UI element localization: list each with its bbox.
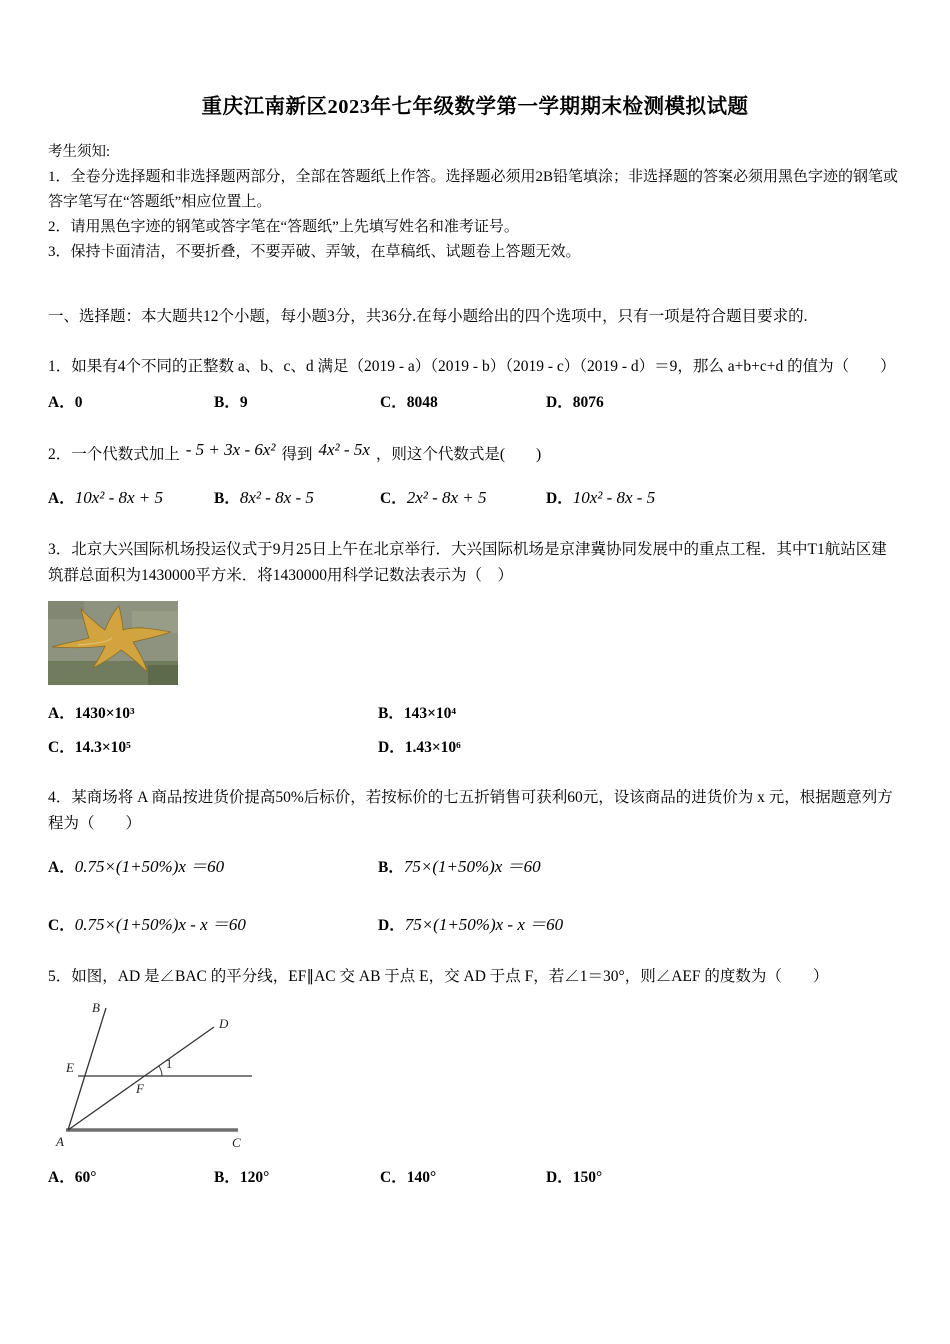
option-label: A． [48,704,75,722]
page-title: 重庆江南新区2023年七年级数学第一学期期末检测模拟试题 [201,96,749,118]
option-label: B． [378,858,404,876]
option-value: 10x² - 8x + 5 [74,488,164,508]
figure-label-angle-1: 1 [166,1057,173,1072]
question-3-options [48,701,902,761]
question-2-stem [48,440,902,469]
option-label: C． [380,393,407,411]
figure-label-D: D [219,1016,229,1032]
option-value: 120° [239,1169,270,1187]
notice-item-2: 2．请用黑色字迹的钢笔或答字笔在“答题纸”上先填写姓名和准考证号。 [48,219,519,236]
option-value: 143×10⁴ [403,704,457,722]
question-2-option-a [48,484,214,513]
option-label: A． [48,1169,75,1187]
option-label: D． [378,917,405,935]
question-4-option-c [48,911,378,940]
math-expression-added: - 5 + 3x - 6x² [185,439,276,459]
question-5 [48,964,902,1191]
question-1-stem: 1．如果有4个不同的正整数 a、b、c、d 满足（2019 - a）（2019 - b）（2019 - c）（2019 - d）＝9，那么 a+b+c+d 的值为（ ） [48,357,896,375]
option-value: 75×(1+50%)x ＝60 [403,856,541,876]
question-1-option-a [48,390,214,416]
question-4-option-a [48,853,378,882]
question-2-option-c [380,484,546,513]
question-5-stem: 5．如图，AD 是∠BAC 的平分线，EF∥AC 交 AB 于点 E，交 AD 于点 F，若∠1＝30°，则∠AEF 的度数为（ ） [48,968,829,986]
option-label: C． [48,917,75,935]
question-5-option-a [48,1165,214,1191]
question-5-option-b [214,1165,380,1191]
question-1-option-d [546,390,902,416]
option-label: D． [546,490,573,508]
option-label: B． [214,490,240,508]
option-value: 0.75×(1+50%)x - x ＝60 [74,915,246,935]
question-3-option-c [48,735,378,761]
option-label: A． [48,490,75,508]
figure-label-E: E [66,1060,74,1076]
stem-text: 2．一个代数式加上 [48,445,180,463]
question-4 [48,785,902,940]
option-value: 8076 [572,393,604,411]
option-value: 8048 [406,393,438,411]
option-label: A． [48,393,75,411]
question-1 [48,354,902,416]
option-value: 0.75×(1+50%)x ＝60 [74,856,225,876]
option-value: 1.43×10⁶ [404,738,461,756]
question-5-option-d [546,1165,902,1191]
candidate-notice [48,140,902,265]
option-label: A． [48,858,75,876]
option-label: D． [378,738,405,756]
stem-text: 得到 [281,445,313,463]
airport-photo [48,601,902,685]
option-label: B． [214,393,240,411]
question-3-option-a [48,701,378,727]
option-value: 150° [572,1169,603,1187]
geometry-figure [50,1000,902,1155]
option-value: 0 [74,393,83,411]
option-value: 8x² - 8x - 5 [239,488,314,508]
question-1-options [48,390,902,416]
notice-item-1: 1．全卷分选择题和非选择题两部分，全部在答题纸上作答。选择题必须用2B铅笔填涂；非选择题的答案必须用黑色字迹的钢笔或答字笔写在“答题纸”相应位置上。 [48,168,899,210]
question-4-stem: 4．某商场将 A 商品按进货价提高50%后标价，若按标价的七五折销售可获利60元，设该商品的进货价为 x 元，根据题意列方程为（ ） [48,788,893,832]
option-label: D． [546,1169,573,1187]
option-value: 75×(1+50%)x - x ＝60 [404,915,564,935]
question-3-option-d [378,735,902,761]
notice-heading: 考生须知: [48,144,111,161]
question-2-option-d [546,484,902,513]
stem-text: ，则这个代数式是( ) [375,445,542,463]
question-4-option-d [378,911,902,940]
figure-label-A: A [56,1134,64,1150]
question-3-option-b [378,701,902,727]
option-value: 2x² - 8x + 5 [406,488,487,508]
question-3 [48,537,902,761]
question-2 [48,440,902,513]
question-5-options [48,1165,902,1191]
question-5-option-c [380,1165,546,1191]
figure-label-C: C [232,1135,241,1151]
figure-label-B: B [92,1000,100,1016]
option-label: C． [48,738,75,756]
question-3-stem: 3．北京大兴国际机场投运仪式于9月25日上午在北京举行．大兴国际机场是京津冀协同发展中的重点工程．其中T1航站区建筑群总面积为1430000平方米．将1430000用科学记数法表示为（ ） [48,540,887,584]
option-label: C． [380,1169,407,1187]
option-label: C． [380,490,407,508]
figure-label-F: F [136,1081,144,1097]
option-label: D． [546,393,573,411]
option-value: 60° [74,1169,97,1187]
notice-item-3: 3．保持卡面清洁，不要折叠，不要弄破、弄皱，在草稿纸、试题卷上答题无效。 [48,244,581,261]
section-1-heading: 一、选择题：本大题共12个小题，每小题3分，共36分.在每小题给出的四个选项中，只有一项是符合题目要求的. [48,307,808,325]
question-4-options [48,853,902,940]
option-label: B． [214,1169,240,1187]
question-2-option-b [214,484,380,513]
option-value: 9 [239,393,248,411]
option-label: B． [378,704,404,722]
question-4-option-b [378,853,902,882]
option-value: 10x² - 8x - 5 [572,488,656,508]
option-value: 14.3×10⁵ [74,738,131,756]
option-value: 140° [406,1169,437,1187]
question-1-option-b [214,390,380,416]
question-1-option-c [380,390,546,416]
option-value: 1430×10³ [74,704,135,722]
math-expression-result: 4x² - 5x [318,439,370,459]
question-2-options [48,484,902,513]
